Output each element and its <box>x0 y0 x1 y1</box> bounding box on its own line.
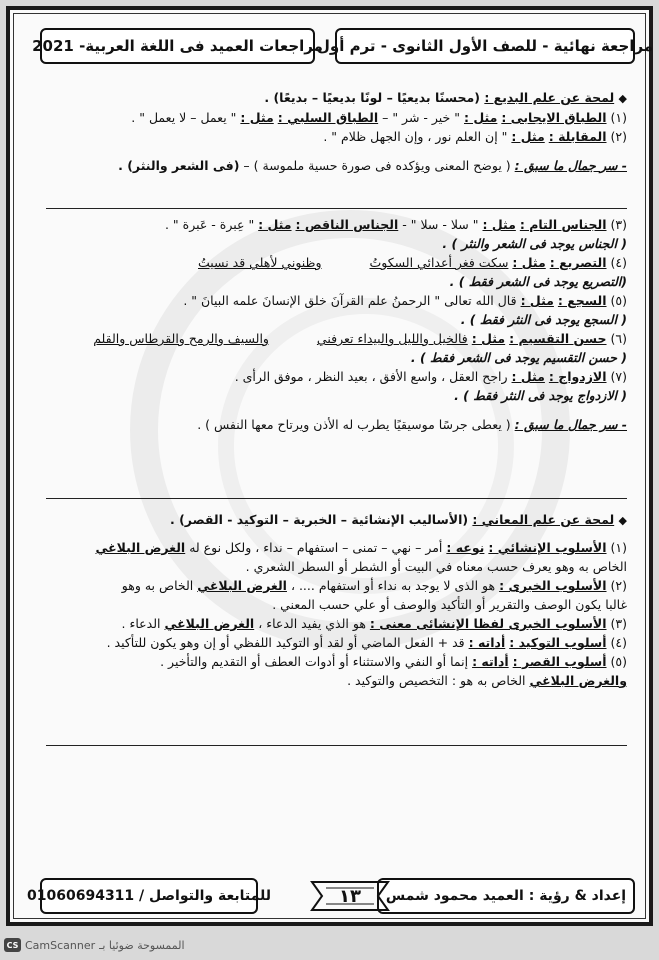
page-header <box>32 28 654 64</box>
example-label: مثل : <box>520 293 554 308</box>
item-number: (٢) <box>610 128 627 144</box>
jinas-item-4 <box>32 253 627 272</box>
page-number: ١٣ <box>339 885 361 907</box>
header-series-title: مراجعات العميد فى اللغة العربية- 2021 <box>40 28 315 64</box>
example-text: " إن العلم نور ، وإن الجهل ظلام " . <box>323 128 508 144</box>
item-number: (٢) <box>610 577 627 593</box>
maani-item-1 <box>32 538 627 557</box>
item-number: (٧) <box>610 369 627 384</box>
term: الطباق السلبي : <box>277 109 379 125</box>
term: الأسلوب الخبرى : <box>499 577 607 593</box>
term: السجع : <box>557 293 607 308</box>
item-number: (١) <box>610 539 627 555</box>
maani-item-2 <box>32 576 627 595</box>
example-label: مثل : <box>464 109 498 125</box>
header-review-title: مراجعة نهائية - للصف الأول الثانوى - ترم أول <box>335 28 635 64</box>
verse-first-half: فالخيل والليل والبيداء تعرفني <box>316 331 468 346</box>
section-jinas <box>32 215 627 434</box>
secret-text: ( يعطى جرسًا موسيقيًا يطرب له الأذن ويرتاح معها النفس ) . <box>197 417 511 432</box>
definition-text: إنما أو النفي والاستثناء أو أدوات العطف أو التقديم والتأخير . <box>160 653 469 669</box>
term: التصريع : <box>549 255 607 270</box>
izdiwaj-note: ( الازدواج يوجد فى النثر فقط ) . <box>454 388 627 403</box>
jinas-item-3 <box>32 215 627 234</box>
rhetorical-purpose: والغرض البلاغي <box>529 672 627 688</box>
rhetorical-purpose: الغرض البلاغي <box>164 615 255 631</box>
divider <box>46 498 627 499</box>
example-label: مثل : <box>482 217 516 232</box>
maani-item-4 <box>32 633 627 652</box>
example-text: راجح العقل ، واسع الأفق ، بعيد النظر ، موفق الرأى . <box>234 369 508 384</box>
footer-contact: للمتابعة والتواصل / 01060694311 <box>40 878 258 914</box>
term: الازدواج : <box>548 369 607 384</box>
definition-text: الخاص به وهو <box>121 577 194 593</box>
type-label: نوعه : <box>446 539 485 555</box>
item-number: (١) <box>610 109 627 125</box>
badi-heading-rest: (محسنًا بديعيًا – لونًا بديعيًا – بديعًا) . <box>264 90 480 105</box>
term: حسن التقسيم : <box>509 331 607 346</box>
maani-item-5 <box>32 652 627 671</box>
section-maani <box>32 510 627 690</box>
item-number: (٥) <box>610 653 627 669</box>
rhetorical-purpose: الغرض البلاغي <box>95 539 186 555</box>
badi-heading <box>32 88 627 108</box>
badi-heading-label: لمحة عن علم البديع : <box>484 90 615 105</box>
example-text: " سلا - سلا " - <box>402 217 479 232</box>
item-number: (٣) <box>610 615 627 631</box>
camscanner-bar <box>4 936 185 954</box>
term: أسلوب التوكيد : <box>509 634 607 650</box>
term: المقابلة : <box>548 128 607 144</box>
badi-secret <box>32 156 627 175</box>
divider <box>46 208 627 209</box>
item-number: (٦) <box>610 331 627 346</box>
example-label: مثل : <box>512 255 546 270</box>
jinas-item-6 <box>32 329 627 348</box>
maani-item-3 <box>32 614 627 633</box>
rhetorical-purpose: الغرض البلاغي <box>197 577 287 593</box>
maani-item-1-continued: الخاص به وهو يعرف حسب معناه في البيت أو الشطر أو السطر الشعري . <box>245 558 627 574</box>
example-text: " خير - شر " – <box>382 109 461 125</box>
maani-heading <box>32 510 627 530</box>
definition-text: الخاص به هو : التخصيص والتوكيد . <box>347 672 526 688</box>
maani-item-6 <box>32 671 627 690</box>
secret-scope: (فى الشعر والنثر) . <box>118 157 240 173</box>
secret-label: - سر جمال ما سبق : <box>514 417 627 432</box>
divider <box>46 745 627 746</box>
diamond-bullet-icon: ◆ <box>618 92 627 105</box>
term: الأسلوب الإنشائي : <box>488 539 607 555</box>
maani-item-2-continued: غالبا يكون الوصف والتقرير أو التأكيد والوصف أو علي حسب المعني . <box>272 596 627 612</box>
taqseem-note: ( حسن التقسيم يوجد فى الشعر فقط ) . <box>410 350 627 365</box>
badi-item-1 <box>32 108 627 127</box>
term: الجناس التام : <box>519 217 607 232</box>
item-number: (٥) <box>610 293 627 308</box>
jinas-secret <box>32 415 627 434</box>
example-text: " عِبرة - عَبرة " . <box>164 217 255 232</box>
item-number: (٣) <box>610 217 627 232</box>
maani-heading-label: لمحة عن علم المعاني : <box>472 512 615 527</box>
badi-item-2 <box>32 127 627 146</box>
definition-text: هو الذى لا يوجد به نداء أو استفهام .... ، <box>290 577 496 593</box>
jinas-item-7 <box>32 367 627 386</box>
verse-second-half: وظنوني لأهلي قد نسيتُ <box>198 255 322 270</box>
document-page <box>6 6 653 926</box>
example-label: مثل : <box>511 369 545 384</box>
camscanner-logo-icon: CS <box>4 938 21 952</box>
definition-text: قد + الفعل الماضي أو لقد أو التوكيد اللفظي أو إن وهو يكون للتأكيد . <box>106 634 465 650</box>
term: الأسلوب الخبرى لفظا الإنشائى معنى : <box>369 615 607 631</box>
tool-label: أداته : <box>468 634 506 650</box>
secret-text: ( يوضح المعنى ويؤكده فى صورة حسية ملموسة ) – <box>243 157 511 173</box>
diamond-bullet-icon: ◆ <box>618 514 627 527</box>
page-number-ribbon <box>308 876 392 916</box>
saja-note: ( السجع يوجد فى النثر فقط ) . <box>460 312 627 327</box>
term: الجناس الناقص : <box>295 217 399 232</box>
item-number: (٤) <box>610 634 627 650</box>
camscanner-caption: الممسوحة ضوئيا بـ <box>99 938 185 952</box>
jinas-item-5 <box>32 291 627 310</box>
term: الطباق الايجابى : <box>501 109 607 125</box>
definition-text: الدعاء . <box>121 615 161 631</box>
jinas-note: ( الجناس يوجد فى الشعر والنثر ) . <box>442 236 627 251</box>
verse-first-half: سكت فغر أعدائي السكوتُ <box>369 255 509 270</box>
example-label: مثل : <box>471 331 506 346</box>
example-label: مثل : <box>258 217 292 232</box>
example-label: مثل : <box>240 109 274 125</box>
definition-text: هو الذي يفيد الدعاء ، <box>258 615 366 631</box>
secret-label: - سر جمال ما سبق : <box>514 157 627 173</box>
example-text: قال الله تعالى " الرحمنُ علم القرآنَ خلق الإنسانَ علمه البيانَ " . <box>183 293 517 308</box>
footer-author: إعداد & رؤية : العميد محمود شمس <box>377 878 635 914</box>
term: أسلوب القصر : <box>512 653 607 669</box>
example-text: " يعمل – لا يعمل " . <box>131 109 237 125</box>
tool-label: أداته : <box>472 653 509 669</box>
maani-heading-rest: (الأساليب الإنشائية – الخبرية – التوكيد - القصر) . <box>169 512 469 527</box>
example-label: مثل : <box>511 128 545 144</box>
verse-second-half: والسيف والرمح والقرطاس والقلم <box>93 331 269 346</box>
camscanner-brand: CamScanner <box>25 938 96 952</box>
item-number: (٤) <box>610 255 627 270</box>
section-badi <box>32 88 627 175</box>
page-footer <box>27 878 635 916</box>
tasree-note: (التصريع يوجد فى الشعر فقط ) . <box>449 274 627 289</box>
definition-text: أمر – نهي – تمنى – استفهام – نداء ، ولكل نوع له <box>189 539 443 555</box>
